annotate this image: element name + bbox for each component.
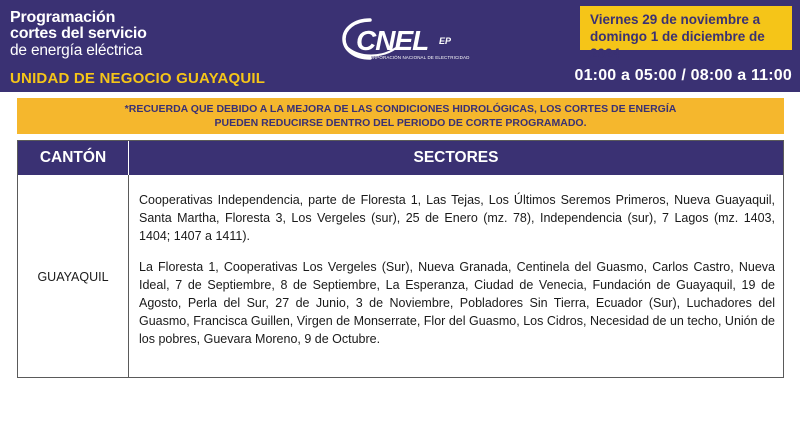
outage-table [17, 140, 784, 378]
date-range-badge [580, 6, 792, 61]
outage-schedule: 01:00 a 05:00 / 08:00 a 11:00 [574, 67, 792, 84]
notice-line-1: *RECUERDA QUE DEBIDO A LA MEJORA DE LAS CONDICIONES HIDROLÓGICAS, LOS CORTES DE ENERGÍA [124, 103, 677, 115]
logo-wordmark: CNEL [356, 25, 429, 56]
canton-cell: GUAYAQUIL [37, 269, 109, 284]
notice-banner [17, 98, 784, 134]
sectors-cell [139, 191, 775, 361]
column-header-canton: CANTÓN [18, 141, 128, 175]
column-header-sectores: SECTORES [128, 141, 783, 175]
header-banner [0, 0, 800, 92]
cnel-logo [338, 14, 470, 64]
notice-line-2: PUEDEN REDUCIRSE DENTRO DEL PERIODO DE CORTE PROGRAMADO. [214, 117, 587, 129]
page-title [10, 10, 147, 59]
sector-group-1: Cooperativas Independencia, parte de Floresta 1, Las Tejas, Los Últimos Seremos Primeros, Nueva Guayaquil, Santa Martha, Floresta 3, Los Vergeles (sur), 25 de Enero (mz. 78), Independencia (sur), 7 Lagos (mz. 1403, 1404; 1407 a 1411). [139, 193, 775, 243]
business-unit-label: UNIDAD DE NEGOCIO GUAYAQUIL [10, 70, 266, 87]
date-line-1: Viernes 29 de noviembre a [590, 12, 761, 27]
logo-subtitle: CORPORACIÓN NACIONAL DE ELECTRICIDAD [366, 55, 470, 60]
logo-suffix: EP [439, 36, 452, 46]
title-line-2: cortes del servicio [10, 25, 147, 42]
title-line-1: Programación [10, 9, 116, 26]
sector-group-2: La Floresta 1, Cooperativas Los Vergeles (Sur), Nueva Granada, Centinela del Guasmo, Carlos Castro, Nueva Ideal, 7 de Septiembre, 8 de Septiembre, La Esperanza, Ciudad de Venecia, Fundación de Guayaquil, 19 de Agosto, Perla del Sur, 27 de Junio, 3 de Noviembre, Pobladores Sin Tierra, Ecuador (Sur), Luchadores del Guasmo, Francisca Guillen, Virgen de Monserrate, Flor del Guasmo, Los Cidros, Necesidad de un techo, Unión de los pobres, Guevara Moreno, 9 de Octubre. [139, 260, 775, 346]
title-line-3: de energía eléctrica [10, 42, 143, 59]
date-line-2: domingo 1 de diciembre de 2024 [590, 29, 765, 61]
column-divider [128, 175, 129, 378]
